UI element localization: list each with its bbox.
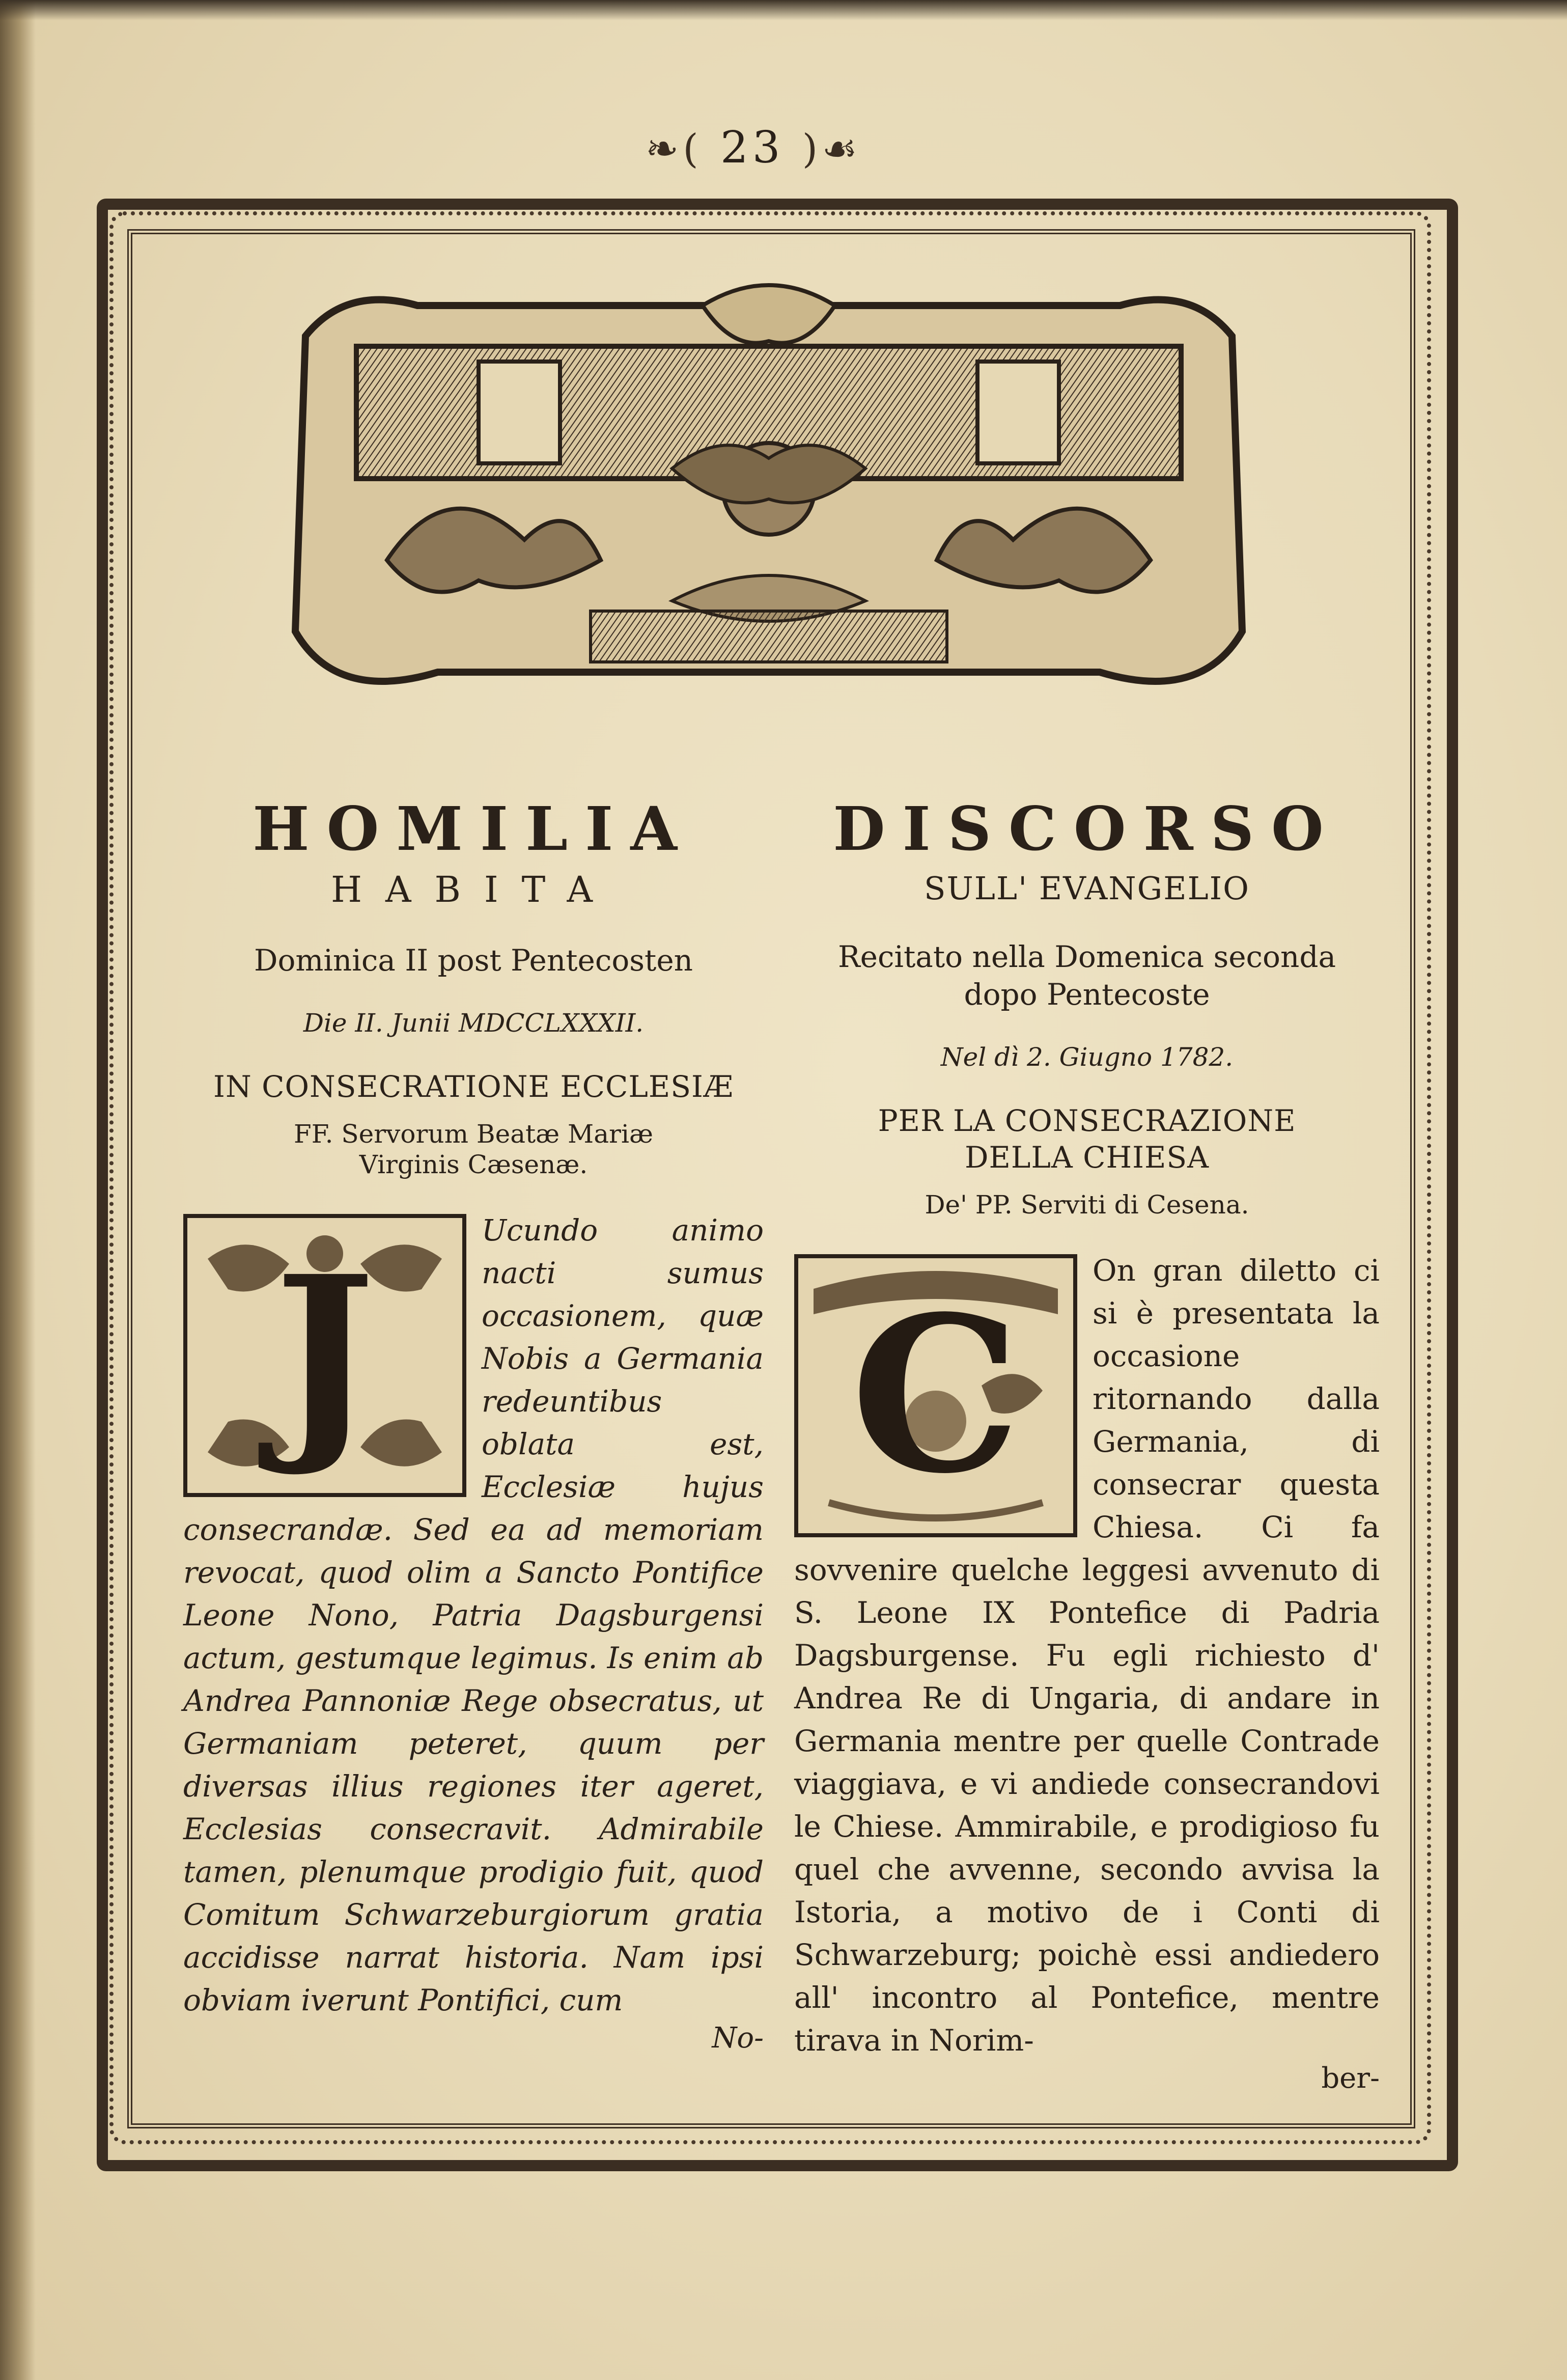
headpiece-woodcut	[285, 275, 1252, 713]
book-spine-shadow	[0, 0, 36, 2380]
italian-subtitle: SULL' EVANGELIO	[924, 869, 1250, 907]
italian-dedication-line: De' PP. Serviti di Cesena.	[925, 1189, 1249, 1220]
page-number-value: 23	[720, 122, 785, 173]
fleuron-right-icon: )☙	[802, 126, 862, 172]
italian-body-text: On gran diletto ci si è presentata la occasione ritornando dalla Germania, di consecrar questa Chiesa. Ci fa sovvenire quelche leggesi avvenuto di S. Leone IX Pontefice di Padria Dagsburgense. Fu egli richiesto d' Andrea Re di Ungaria, di andare in Germania mentre per quelle Contrade viaggiava, e vi andiede consecrandovi le Chiese. Ammirabile, e prodigioso fu quel che avvenne, secondo avvisa la Istoria, a motivo de i Conti di Schwarzeburg; poichè essi andiedero all' incontro al Pontefice, mentre tirava in Norim-	[794, 1253, 1380, 2058]
initial-letter: C	[850, 1270, 1021, 1521]
latin-column	[183, 794, 764, 2055]
initial-letter: J	[274, 1230, 376, 1481]
latin-body	[183, 1209, 764, 2055]
italian-body	[794, 1249, 1380, 2095]
latin-dedication-heading: IN CONSECRATIONE ECCLESIÆ	[213, 1069, 734, 1104]
latin-dedication-line: FF. Servorum Beatæ Mariæ	[294, 1119, 653, 1149]
top-edge-shadow	[0, 0, 1567, 20]
fleuron-left-icon: ❧(	[645, 126, 703, 172]
italian-date: Nel dì 2. Giugno 1782.	[940, 1042, 1234, 1072]
italian-dedication-heading: PER LA CONSECRAZIONE	[878, 1103, 1296, 1138]
italian-occasion: Recitato nella Domenica seconda	[837, 939, 1336, 974]
italian-catchword: ber-	[1321, 2061, 1380, 2095]
italian-dedication-heading: DELLA CHIESA	[964, 1140, 1210, 1175]
latin-title: HOMILIA	[253, 793, 694, 864]
latin-occasion: Dominica II post Pentecosten	[254, 943, 693, 978]
italian-title: DISCORSO	[833, 793, 1341, 864]
latin-body-text: Ucundo animo nacti sumus occasionem, quæ Nobis a Germania redeuntibus oblata est, Ecclesiæ hujus consecrandæ. Sed ea ad memoriam revocat, quod olim a Sancto Pontifice Leone Nono, Patria Dagsburgensi actum, gestumque legimus. Is enim ab Andrea Pannoniæ Rege obsecratus, ut Germaniam peteret, quum per diversas illius regiones iter ageret, Ecclesias consecravit. Admirabile tamen, plenumque prodigio fuit, quod Comitum Schwarzeburgiorum gratia accidisse narrat historia. Nam ipsi obviam iverunt Pontifici, cum	[183, 1212, 764, 2017]
initial-letter-j	[183, 1214, 466, 1497]
initial-letter-c	[794, 1254, 1077, 1537]
latin-date: Die II. Junii MDCCLXXXII.	[303, 1008, 644, 1038]
page-number	[611, 122, 896, 173]
latin-dedication-line: Virginis Cæsenæ.	[359, 1149, 588, 1179]
latin-catchword: No-	[712, 2021, 764, 2055]
italian-occasion: dopo Pentecoste	[964, 977, 1210, 1012]
latin-subtitle: HABITA	[330, 868, 617, 910]
italian-column	[794, 794, 1380, 2095]
